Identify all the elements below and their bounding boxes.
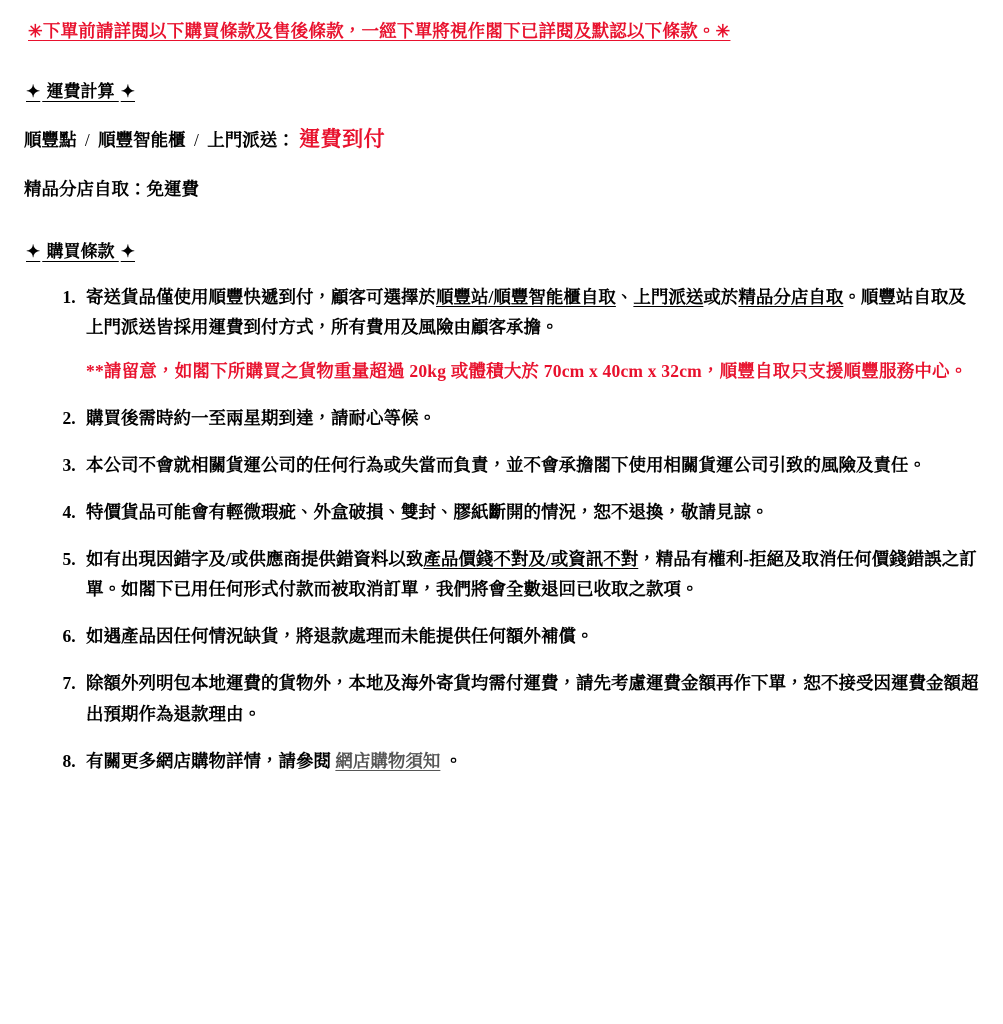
term-8-part1: 有關更多網店購物詳情，請參閱	[86, 750, 331, 771]
order-notice-text: 下單前請詳閱以下購買條款及售後條款，一經下單將視作閣下已詳閱及默認以下條款。	[42, 21, 716, 41]
term-1-part1: 寄送貨品僅使用順豐快遞到付，顧客可選擇於	[86, 286, 436, 307]
shipping-separator-2: /	[194, 130, 199, 151]
term-2-text: 購買後需時約一至兩星期到達，請耐心等候。	[86, 407, 436, 428]
terms-heading-label: 購買條款	[46, 241, 115, 261]
term-5-part1: 如有出現因錯字及/或供應商提供錯資料以致	[86, 549, 424, 570]
term-3-text: 本公司不會就相關貨運公司的任何行為或失當而負責，並不會承擔閣下使用相關貨運公司引致的風險及責任。	[86, 454, 926, 475]
asterisk-icon-right: ✳	[715, 21, 731, 41]
list-item	[80, 403, 981, 433]
shipping-fee-on-delivery: 運費到付	[299, 127, 386, 152]
list-item	[80, 497, 981, 527]
term-5-part2: ，精品有權利-拒絕及取消任何價錢錯誤之訂單。如閣下已用任何形式付款而被取消訂單，我們將會全數退回已收取之款項。	[86, 549, 977, 600]
term-1-part3: 或於	[703, 286, 739, 307]
diamond-icon-right: ✦	[120, 82, 135, 102]
shipping-heading-wrap	[24, 44, 981, 104]
terms-list	[22, 282, 981, 776]
list-item	[80, 450, 981, 480]
term-6-text: 如遇產品因任何情況缺貨，將退款處理而未能提供任何額外補償。	[86, 626, 594, 647]
term-1-part4: 。順豐站自取及上門派送皆採用運費到付方式，所有費用及風險由顧客承擔。	[86, 286, 966, 337]
terms-heading-wrap	[24, 240, 981, 264]
list-item	[80, 282, 981, 386]
order-notice-banner	[28, 18, 981, 44]
diamond-icon-right-2: ✦	[120, 241, 135, 261]
shipping-options-line	[24, 124, 981, 156]
diamond-icon-left: ✦	[26, 82, 41, 102]
diamond-icon-left-2: ✦	[26, 241, 41, 261]
list-item	[80, 544, 981, 604]
term-8-part2: 。	[444, 750, 463, 771]
terms-section-heading	[24, 240, 137, 264]
term-4-text: 特價貨品可能會有輕微瑕疵、外盒破損、雙封、膠紙斷開的情況，恕不退換，敬請見諒。	[86, 502, 769, 523]
term-1-underline-2: 上門派送	[633, 286, 704, 307]
shipping-option-sf-locker: 順豐智能櫃	[98, 130, 186, 151]
list-item	[80, 621, 981, 651]
shipping-store-pickup-line: 精品分店自取：免運費	[24, 178, 199, 199]
term-1-part2: 、	[615, 286, 634, 307]
term-5-underline-1: 產品價錢不對及/或資訊不對	[423, 549, 639, 570]
shipping-option-door-delivery: 上門派送：	[207, 130, 295, 151]
list-item	[80, 668, 981, 728]
shipping-separator-1: /	[84, 130, 90, 151]
term-1-underline-1: 順豐站/順豐智能櫃自取	[436, 286, 616, 307]
list-item	[80, 746, 981, 776]
shopping-guide-link[interactable]: 網店購物須知	[335, 750, 441, 771]
term-1-underline-3: 精品分店自取	[738, 286, 844, 307]
shipping-option-sf-point: 順豐點	[24, 130, 77, 151]
shipping-section-heading	[24, 80, 137, 104]
term-7-text: 除額外列明包本地運費的貨物外，本地及海外寄貨均需付運費，請先考慮運費金額再作下單，恕不接受因運費金額超出預期作為退款理由。	[86, 673, 979, 724]
asterisk-icon-left: ✳	[28, 21, 43, 41]
shipping-heading-label: 運費計算	[46, 82, 115, 102]
term-1-red-note: **請留意，如閣下所購買之貨物重量超過 20kg 或體積大於 70cm x 40cm x 32cm，順豐自取只支援順豐服務中心。	[86, 360, 968, 381]
